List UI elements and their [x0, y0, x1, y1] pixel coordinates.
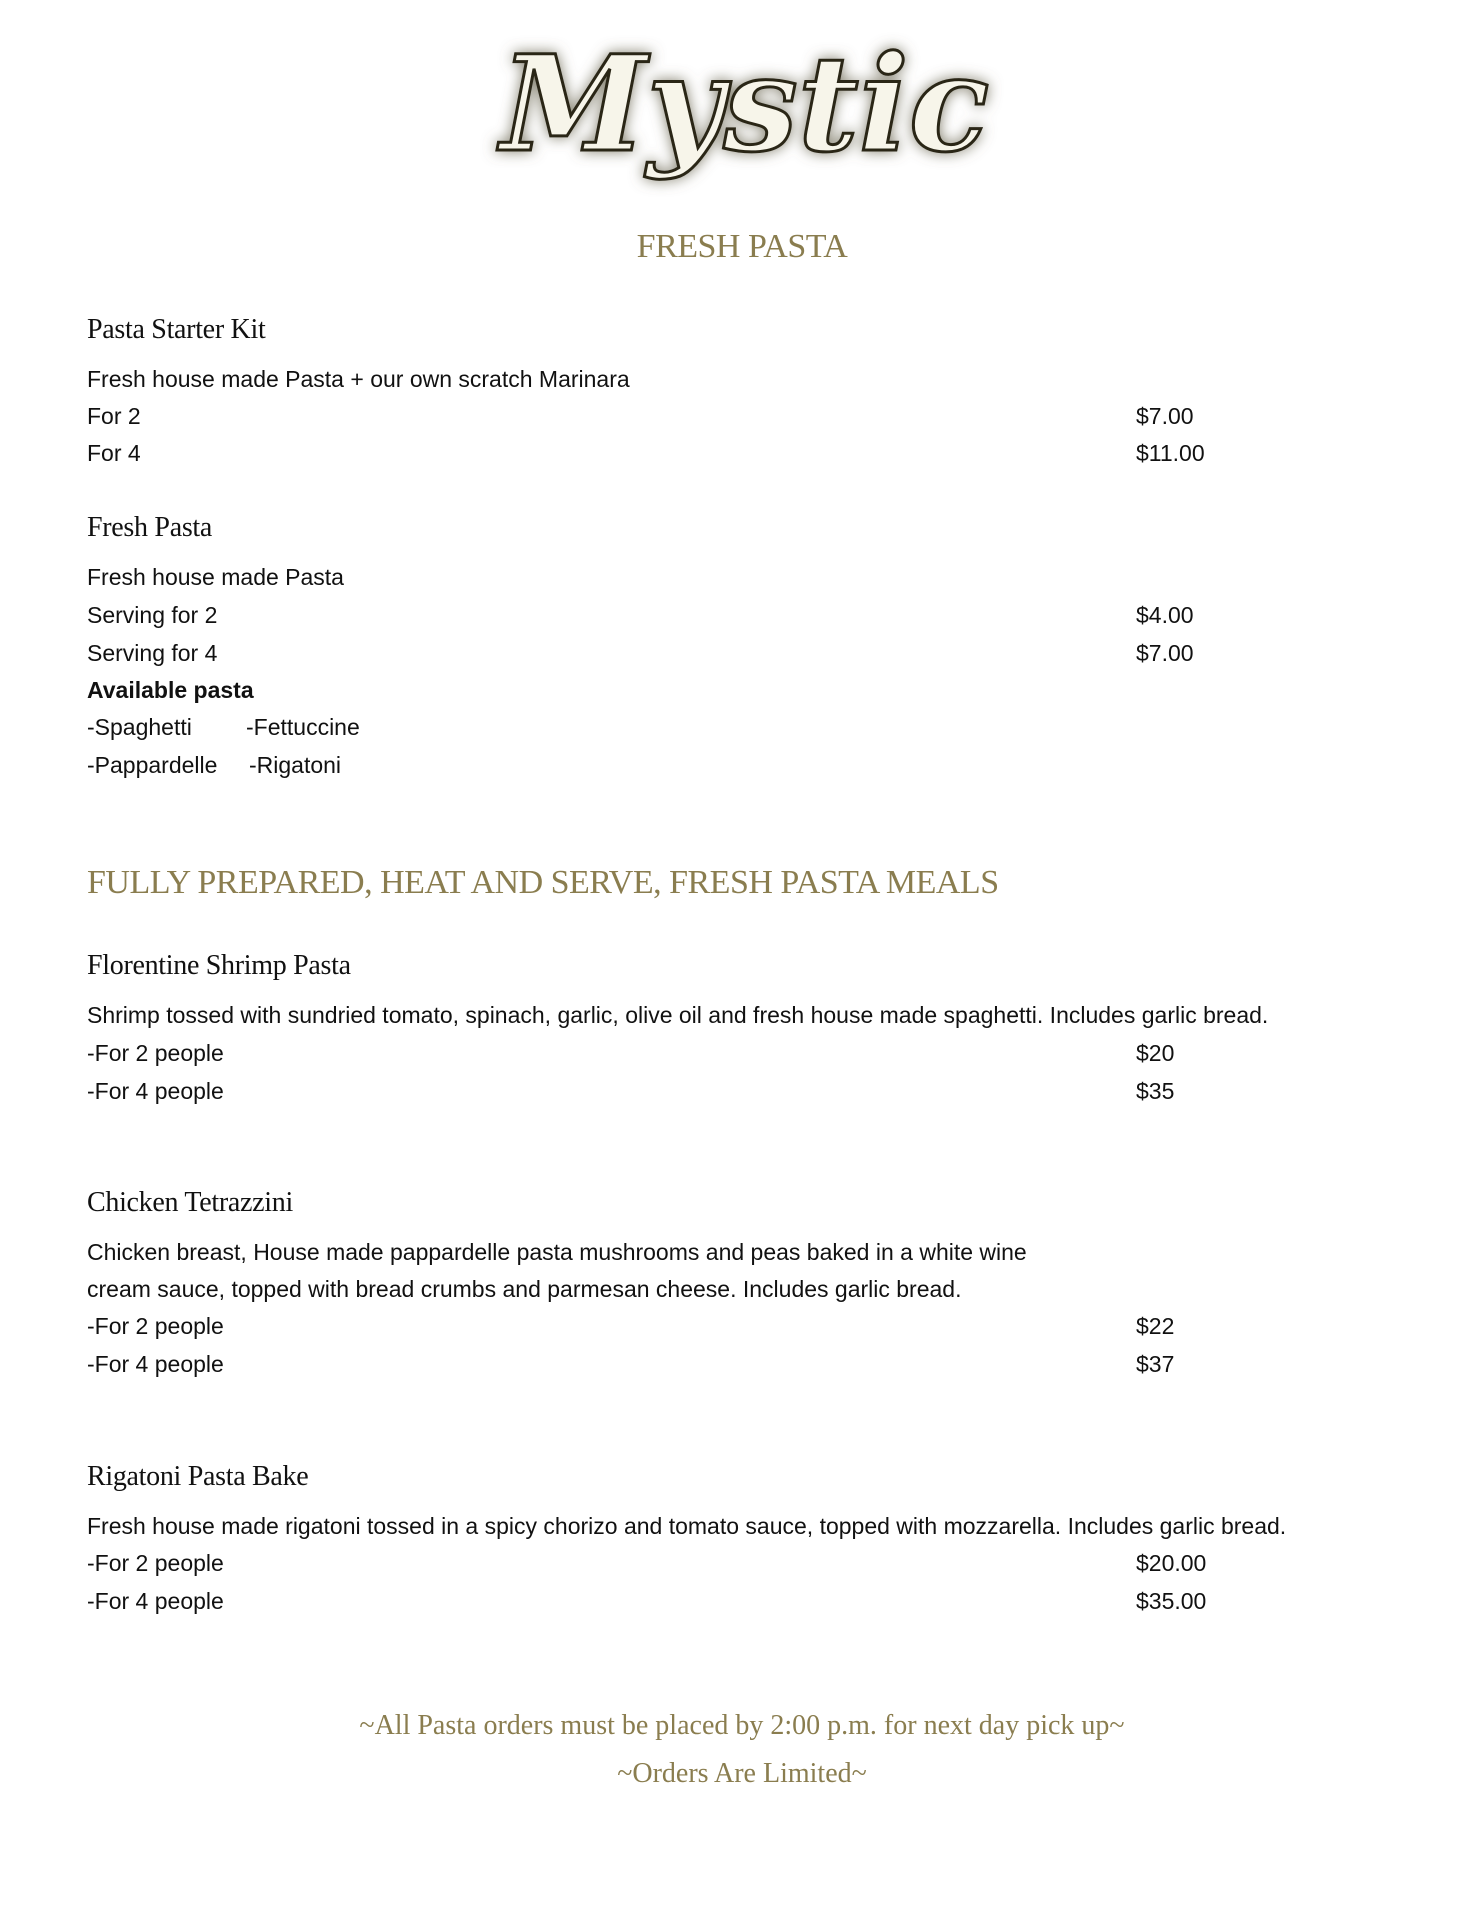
footer-orders-limited: ~Orders Are Limited~ [617, 1758, 867, 1789]
item-name-tetrazzini: Chicken Tetrazzini [87, 1187, 293, 1218]
option-label: -For 4 people [87, 1351, 224, 1377]
logo-graphic [420, 28, 1070, 198]
logo-text: Mystic [500, 28, 990, 182]
option-label: -For 4 people [87, 1588, 224, 1614]
section-title-meals: FULLY PREPARED, HEAT AND SERVE, FRESH PASTA MEALS [87, 864, 999, 901]
option-price: $37 [1136, 1351, 1175, 1377]
option-price: $7.00 [1136, 403, 1194, 429]
item-name-rigatoni: Rigatoni Pasta Bake [87, 1461, 309, 1492]
item-name-florentine: Florentine Shrimp Pasta [87, 950, 351, 981]
option-price: $7.00 [1136, 640, 1194, 666]
footer-order-deadline: ~All Pasta orders must be placed by 2:00 p.m. for next day pick up~ [359, 1710, 1125, 1741]
option-price: $35.00 [1136, 1588, 1207, 1614]
option-price: $20.00 [1136, 1550, 1207, 1576]
section-title-fresh-pasta: FRESH PASTA [636, 228, 848, 265]
item-description-florentine: Shrimp tossed with sundried tomato, spinach, garlic, olive oil and fresh house made spaghetti. Includes garlic bread. [87, 1002, 1269, 1028]
option-label: For 2 [87, 403, 141, 429]
mystic-logo [420, 28, 1070, 198]
option-label: For 4 [87, 440, 141, 466]
item-description-tetrazzini-line: cream sauce, topped with bread crumbs and parmesan cheese. Includes garlic bread. [87, 1276, 962, 1302]
option-label: -For 4 people [87, 1078, 224, 1104]
option-label: Serving for 4 [87, 640, 218, 666]
available-pasta-item: -Rigatoni [249, 752, 342, 778]
option-price: $11.00 [1136, 440, 1205, 466]
item-description-fresh-pasta: Fresh house made Pasta [87, 564, 344, 590]
option-price: $20 [1136, 1040, 1175, 1066]
option-label: -For 2 people [87, 1550, 224, 1576]
available-pasta-item: -Pappardelle [87, 752, 218, 778]
available-pasta-item: -Spaghetti [87, 714, 192, 740]
option-label: -For 2 people [87, 1313, 224, 1339]
item-name-starter-kit: Pasta Starter Kit [87, 314, 266, 345]
item-description-starter-kit: Fresh house made Pasta + our own scratch Marinara [87, 366, 630, 392]
item-description-tetrazzini-line: Chicken breast, House made pappardelle pasta mushrooms and peas baked in a white wine [87, 1239, 1027, 1265]
available-pasta-item: -Fettuccine [246, 714, 360, 740]
option-label: Serving for 2 [87, 602, 218, 628]
option-label: -For 2 people [87, 1040, 224, 1066]
option-price: $35 [1136, 1078, 1175, 1104]
option-price: $22 [1136, 1313, 1175, 1339]
available-pasta-heading: Available pasta [87, 677, 254, 703]
option-price: $4.00 [1136, 602, 1194, 628]
item-description-rigatoni: Fresh house made rigatoni tossed in a spicy chorizo and tomato sauce, topped with mozzarella. Includes garlic bread. [87, 1513, 1287, 1539]
item-name-fresh-pasta: Fresh Pasta [87, 512, 213, 543]
